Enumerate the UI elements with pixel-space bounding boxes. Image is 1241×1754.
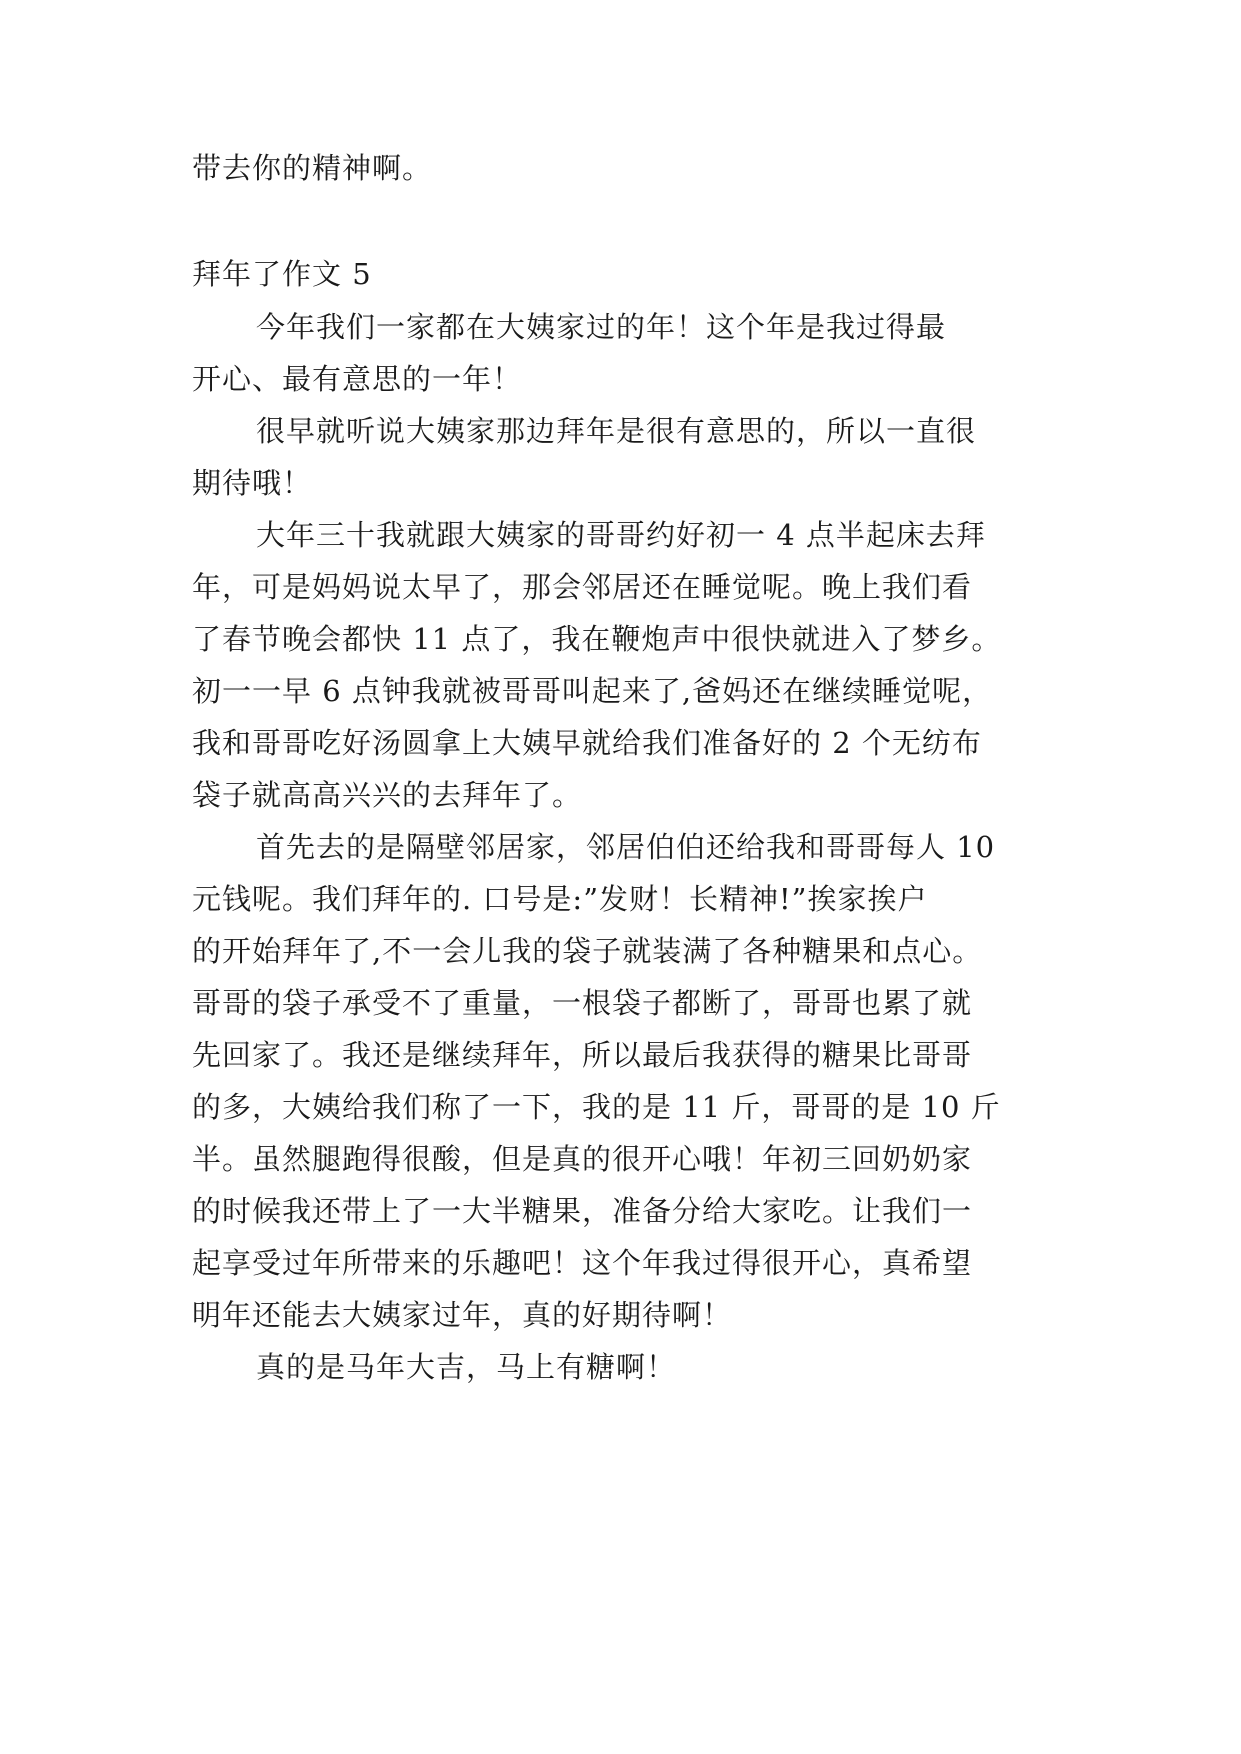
paragraph-line: 开心、最有意思的一年！ [192,362,523,396]
paragraph-line: 今年我们一家都在大姨家过的年！这个年是我过得最 [256,310,947,344]
paragraph-line: 哥哥的袋子承受不了重量，一根袋子都断了，哥哥也累了就 [192,986,973,1020]
paragraph-line: 明年还能去大姨家过年，真的好期待啊！ [192,1298,733,1332]
paragraph-line: 初一一早 6 点钟我就被哥哥叫起来了,爸妈还在继续睡觉呢， [192,674,993,708]
paragraph-line: 期待哦！ [192,466,313,500]
paragraph-line: 我和哥哥吃好汤圆拿上大姨早就给我们准备好的 2 个无纺布 [192,726,982,760]
paragraph-line: 大年三十我就跟大姨家的哥哥约好初一 4 点半起床去拜 [256,518,986,552]
paragraph-line: 半。虽然腿跑得很酸，但是真的很开心哦！年初三回奶奶家 [192,1142,973,1176]
paragraph-line: 首先去的是隔壁邻居家，邻居伯伯还给我和哥哥每人 10 [256,830,996,864]
section-heading: 拜年了作文 5 [192,257,372,291]
paragraph-line: 元钱呢。我们拜年的. 口号是:”发财！长精神!”挨家挨户 [192,882,928,916]
paragraph-line: 年，可是妈妈说太早了，那会邻居还在睡觉呢。晚上我们看 [192,570,973,604]
paragraph-line: 的开始拜年了,不一会儿我的袋子就装满了各种糖果和点心。 [192,934,983,968]
paragraph-line: 的多，大姨给我们称了一下，我的是 11 斤，哥哥的是 10 斤 [192,1090,1001,1124]
paragraph-line: 袋子就高高兴兴的去拜年了。 [192,778,583,812]
paragraph-line: 了春节晚会都快 11 点了，我在鞭炮声中很快就进入了梦乡。 [192,622,1002,656]
paragraph-line: 先回家了。我还是继续拜年，所以最后我获得的糖果比哥哥 [192,1038,973,1072]
paragraph-line: 的时候我还带上了一大半糖果，准备分给大家吃。让我们一 [192,1194,973,1228]
paragraph-line: 真的是马年大吉，马上有糖啊！ [256,1350,677,1384]
paragraph-line: 起享受过年所带来的乐趣吧！这个年我过得很开心，真希望 [192,1246,973,1280]
continuation-line: 带去你的精神啊。 [192,151,433,185]
paragraph-line: 很早就听说大姨家那边拜年是很有意思的，所以一直很 [256,414,977,448]
